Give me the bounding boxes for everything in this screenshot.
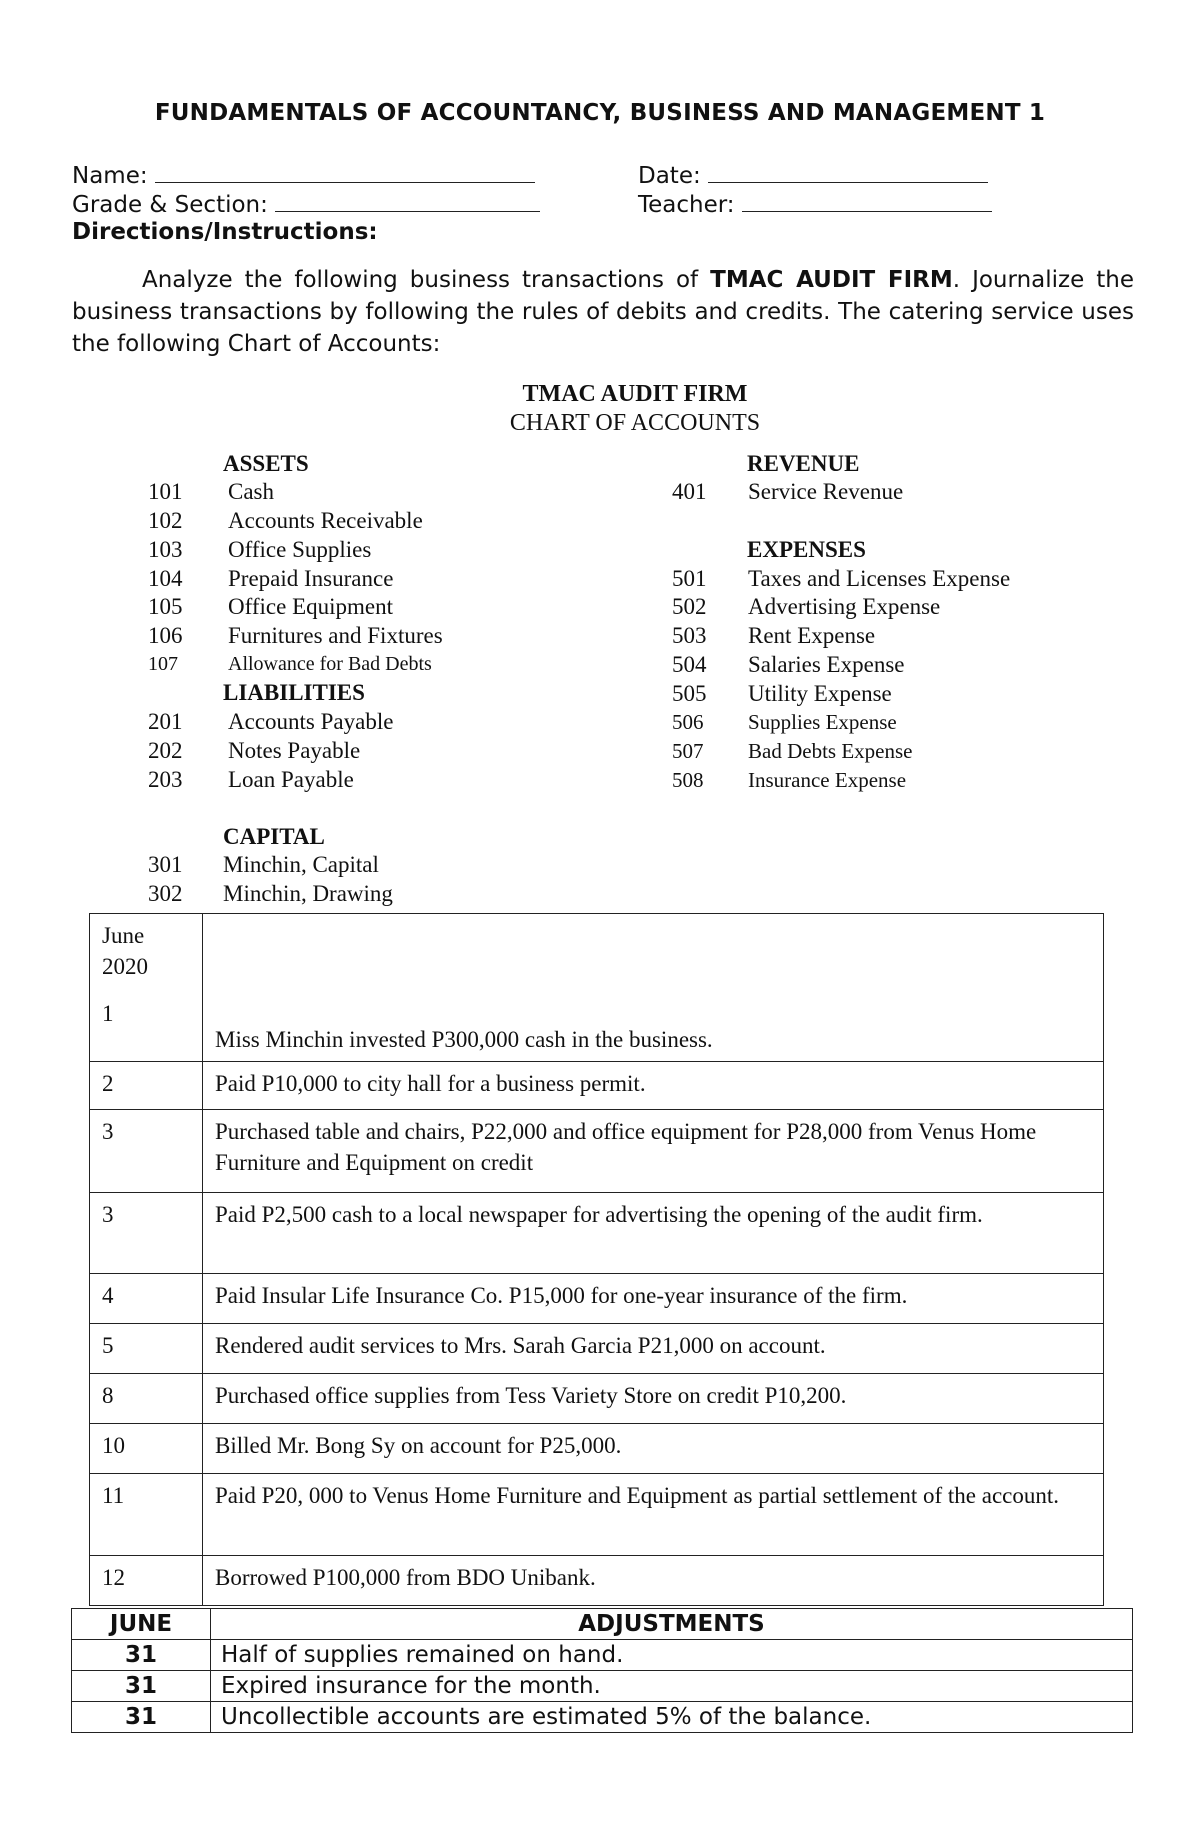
adjustment-day: 31 (72, 1671, 211, 1702)
account-number: 507 (672, 739, 704, 763)
account-number: 506 (672, 710, 704, 734)
account-row (148, 653, 432, 676)
adjustment-description: Expired insurance for the month. (211, 1671, 1133, 1702)
transaction-description: Rendered audit services to Mrs. Sarah Garcia P21,000 on account. (203, 1324, 1104, 1374)
account-row (672, 681, 892, 707)
day-number: 1 (102, 1001, 114, 1026)
account-number: 503 (672, 623, 707, 648)
table-row (90, 1274, 1104, 1324)
account-row (148, 508, 423, 534)
table-row (90, 1474, 1104, 1556)
liabilities-heading: LIABILITIES (223, 680, 365, 705)
table-row (72, 1671, 1133, 1702)
month-label: June (102, 923, 145, 948)
account-number: 105 (148, 594, 183, 619)
expenses-heading: EXPENSES (747, 537, 866, 562)
day-number: 11 (90, 1474, 203, 1556)
transaction-description: Paid Insular Life Insurance Co. P15,000 for one-year insurance of the firm. (203, 1274, 1104, 1324)
adjustment-description: Half of supplies remained on hand. (211, 1640, 1133, 1671)
teacher-field (638, 189, 992, 218)
account-name: Taxes and Licenses Expense (748, 566, 1011, 591)
account-number: 104 (148, 566, 183, 591)
account-name: Utility Expense (748, 681, 892, 706)
table-row (90, 1374, 1104, 1424)
name-blank[interactable] (155, 160, 535, 183)
day-number: 12 (90, 1556, 203, 1606)
table-row (90, 1193, 1104, 1274)
account-number: 501 (672, 566, 707, 591)
adjustment-day: 31 (72, 1702, 211, 1733)
table-header-row (72, 1609, 1133, 1640)
account-name: Accounts Payable (228, 709, 394, 734)
account-number: 301 (148, 852, 183, 877)
account-number: 508 (672, 768, 704, 792)
grade-section-label: Grade & Section: (72, 192, 268, 218)
table-row (90, 1556, 1104, 1606)
day-number: 3 (90, 1193, 203, 1274)
account-name: Office Equipment (228, 594, 393, 619)
transaction-description: Paid P10,000 to city hall for a business permit. (203, 1062, 1104, 1110)
account-number: 505 (672, 681, 707, 706)
account-number: 203 (148, 767, 183, 792)
instructions-before: Analyze the following business transactions of (142, 267, 711, 293)
table-row (72, 1702, 1133, 1733)
account-name: Rent Expense (748, 623, 876, 648)
teacher-label: Teacher: (638, 192, 735, 218)
account-number: 106 (148, 623, 183, 648)
account-row (672, 652, 904, 678)
account-number: 102 (148, 508, 183, 533)
document-title: FUNDAMENTALS OF ACCOUNTANCY, BUSINESS AND MANAGEMENT 1 (154, 100, 1046, 126)
account-number: 401 (672, 479, 707, 504)
account-name: Furnitures and Fixtures (228, 623, 443, 648)
table-row (90, 914, 1104, 1062)
date-cell (90, 914, 203, 1062)
day-number: 5 (90, 1324, 203, 1374)
adjustments-table (71, 1608, 1133, 1733)
date-blank[interactable] (708, 160, 988, 183)
account-row (672, 594, 940, 620)
account-row (672, 739, 912, 764)
transactions-table (89, 913, 1104, 1606)
transaction-description: Miss Minchin invested P300,000 cash in the business. (203, 914, 1104, 1062)
account-row (148, 881, 393, 907)
instructions-after: . Journalize the business transactions by following the rules of debits and credits. The catering service uses the following Chart of Accounts: (72, 267, 1134, 357)
account-name: Accounts Receivable (228, 508, 423, 533)
account-row (672, 566, 1010, 592)
account-row (672, 710, 897, 735)
account-row (148, 537, 371, 563)
account-name: Notes Payable (228, 738, 361, 763)
month-column-header: JUNE (72, 1609, 211, 1640)
account-name: Salaries Expense (748, 652, 905, 677)
instructions-paragraph (72, 264, 1134, 360)
account-name: Supplies Expense (748, 710, 897, 734)
grade-section-blank[interactable] (275, 189, 540, 212)
account-name: Advertising Expense (748, 594, 941, 619)
account-row (148, 479, 274, 505)
account-row (672, 768, 906, 793)
capital-heading: CAPITAL (223, 824, 325, 849)
account-name: Loan Payable (228, 767, 354, 792)
account-name: Minchin, Drawing (223, 881, 393, 906)
account-name: Service Revenue (748, 479, 904, 504)
account-number: 107 (148, 653, 178, 675)
account-name: Bad Debts Expense (748, 739, 913, 763)
account-row (148, 709, 393, 735)
table-row (90, 1424, 1104, 1474)
name-field (72, 160, 535, 189)
date-label: Date: (638, 163, 701, 189)
account-row (148, 623, 443, 649)
transaction-description: Purchased table and chairs, P22,000 and office equipment for P28,000 from Venus Home Furniture and Equipment on credit (203, 1110, 1104, 1193)
account-row (148, 566, 393, 592)
assets-heading: ASSETS (223, 451, 309, 476)
adjustments-column-header: ADJUSTMENTS (211, 1609, 1133, 1640)
day-number: 10 (90, 1424, 203, 1474)
transaction-description: Billed Mr. Bong Sy on account for P25,000. (203, 1424, 1104, 1474)
day-number: 4 (90, 1274, 203, 1324)
account-number: 502 (672, 594, 707, 619)
account-number: 302 (148, 881, 183, 906)
name-label: Name: (72, 163, 148, 189)
coa-firm-name: TMAC AUDIT FIRM (522, 381, 748, 407)
account-number: 201 (148, 709, 183, 734)
table-row (90, 1324, 1104, 1374)
account-row (148, 738, 360, 764)
account-name: Minchin, Capital (223, 852, 379, 877)
coa-subtitle: CHART OF ACCOUNTS (509, 410, 761, 436)
account-name: Office Supplies (228, 537, 372, 562)
account-row (148, 767, 354, 793)
adjustment-day: 31 (72, 1640, 211, 1671)
directions-label: Directions/Instructions: (72, 219, 378, 245)
transaction-description: Paid P2,500 cash to a local newspaper for advertising the opening of the audit firm. (203, 1193, 1104, 1274)
grade-section-field (72, 189, 540, 218)
account-name: Cash (228, 479, 274, 504)
table-row (90, 1062, 1104, 1110)
adjustment-description: Uncollectible accounts are estimated 5% of the balance. (211, 1702, 1133, 1733)
account-name: Insurance Expense (748, 768, 907, 792)
day-number: 3 (90, 1110, 203, 1193)
account-row (672, 623, 875, 649)
day-number: 2 (90, 1062, 203, 1110)
account-number: 103 (148, 537, 183, 562)
account-name: Allowance for Bad Debts (228, 653, 432, 675)
table-row (90, 1110, 1104, 1193)
revenue-heading: REVENUE (747, 451, 860, 476)
account-number: 504 (672, 652, 707, 677)
transaction-description: Paid P20, 000 to Venus Home Furniture and Equipment as partial settlement of the account. (203, 1474, 1104, 1556)
date-field (638, 160, 988, 189)
account-row (672, 479, 903, 505)
year-label: 2020 (102, 954, 148, 979)
day-number: 8 (90, 1374, 203, 1424)
account-row (148, 594, 393, 620)
account-row (148, 852, 379, 878)
account-name: Prepaid Insurance (228, 566, 394, 591)
table-row (72, 1640, 1133, 1671)
teacher-blank[interactable] (742, 189, 992, 212)
instructions-firm: TMAC AUDIT FIRM (710, 267, 953, 293)
transaction-description: Borrowed P100,000 from BDO Unibank. (203, 1556, 1104, 1606)
account-number: 101 (148, 479, 183, 504)
transaction-description: Purchased office supplies from Tess Variety Store on credit P10,200. (203, 1374, 1104, 1424)
account-number: 202 (148, 738, 183, 763)
